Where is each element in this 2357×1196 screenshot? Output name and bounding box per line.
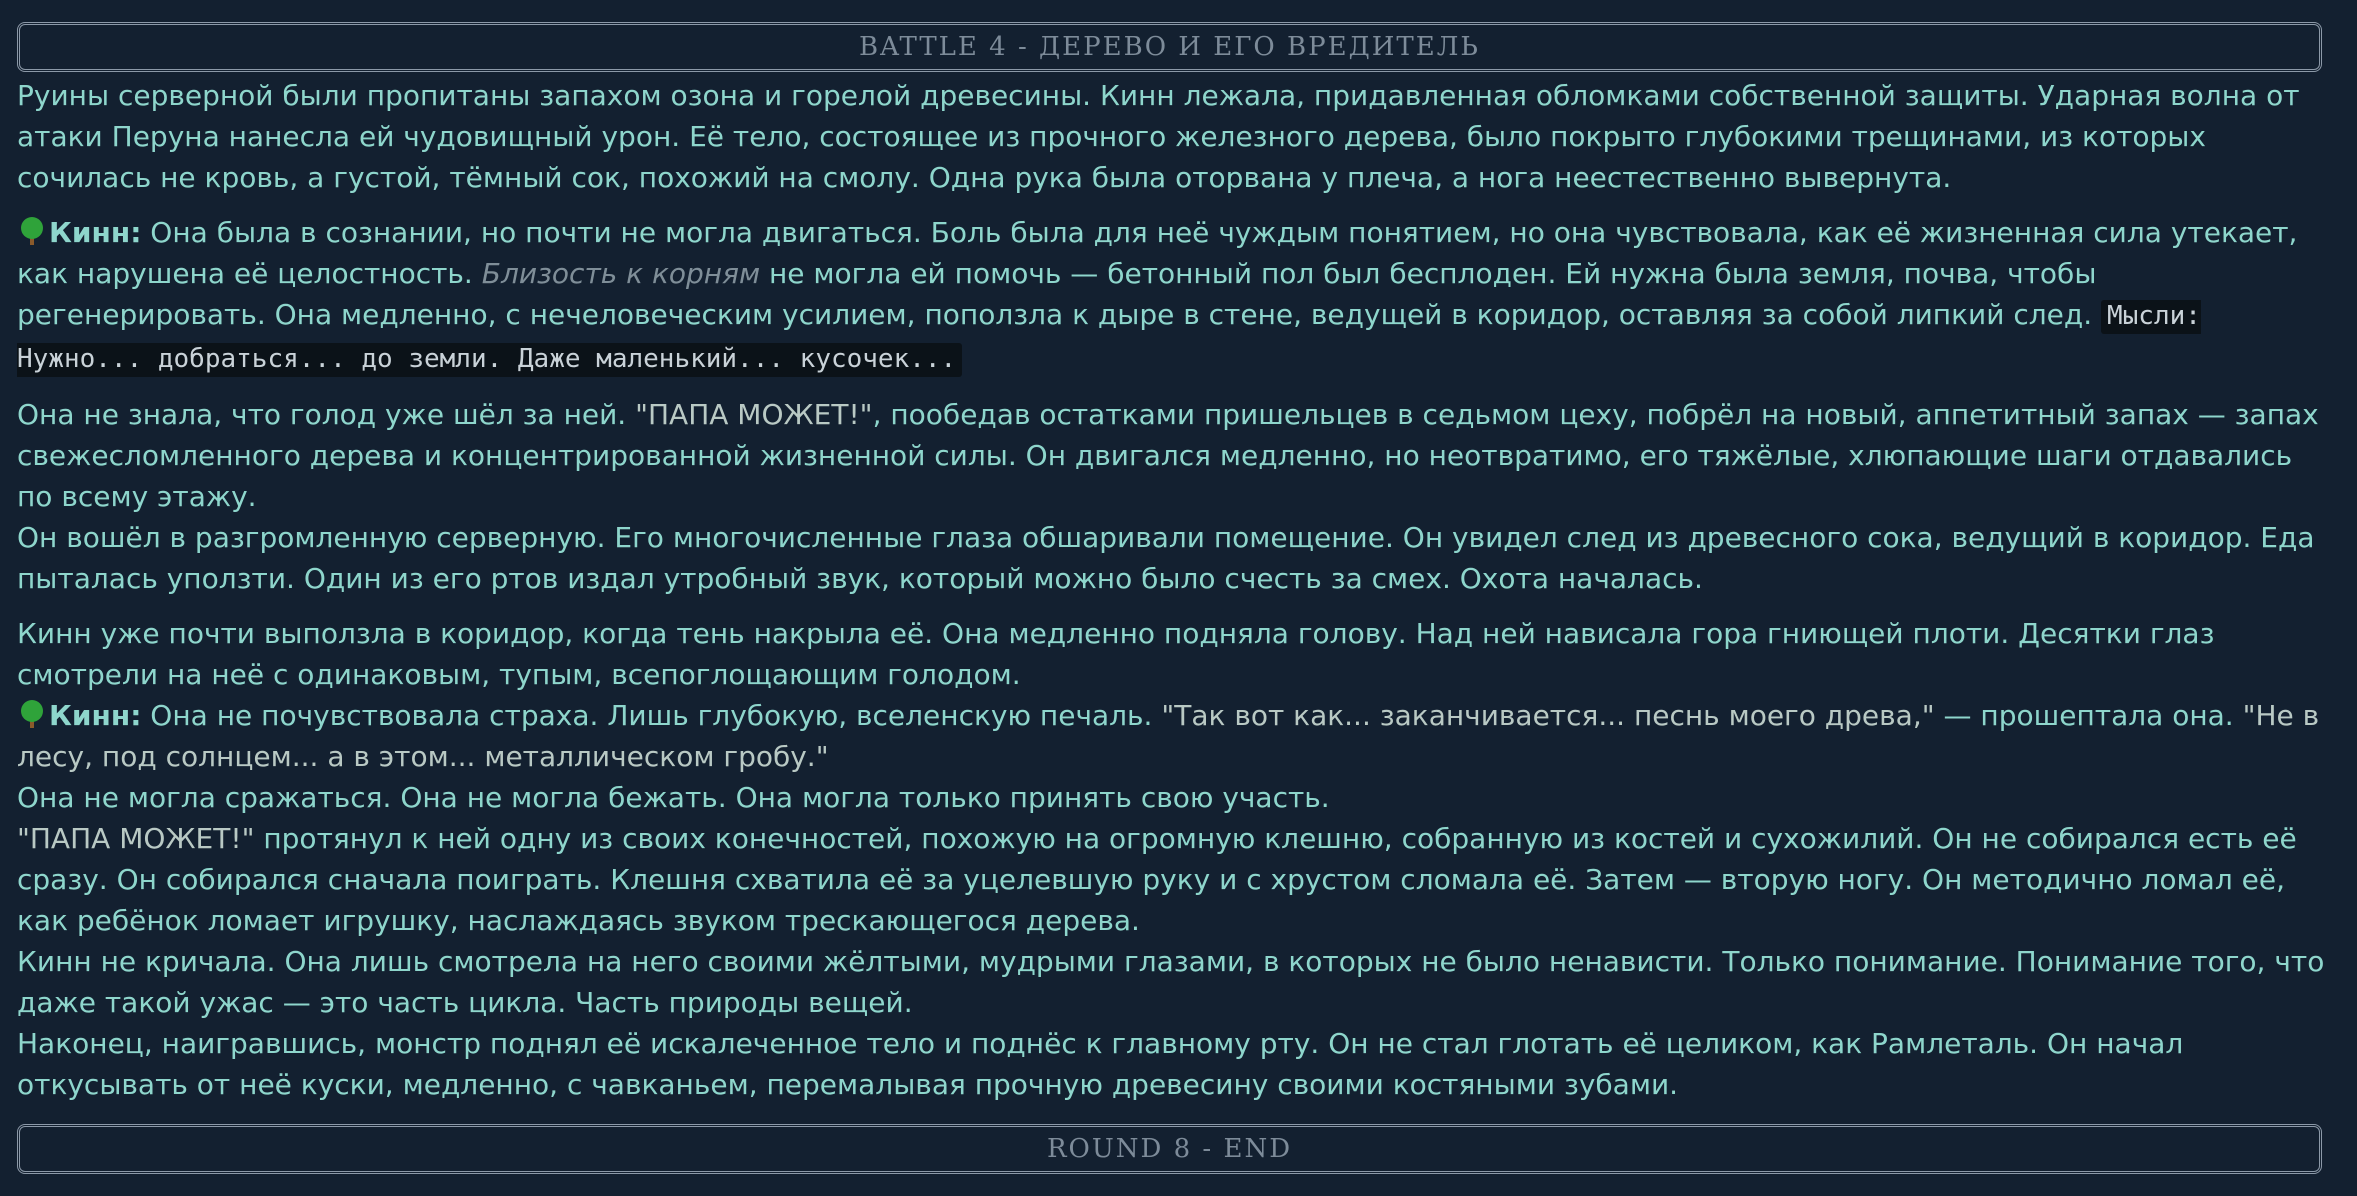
tree-icon: [17, 699, 47, 729]
battle-banner: BATTLE 4 - ДЕРЕВО И ЕГО ВРЕДИТЕЛЬ: [17, 22, 2322, 72]
story-paragraph: [17, 818, 2327, 941]
story-message: [17, 75, 2327, 1105]
tree-icon: [17, 216, 47, 246]
quote-text: "ПАПА МОЖЕТ!": [635, 398, 873, 431]
speaker-name: Кинн:: [49, 699, 142, 732]
story-paragraph: Руины серверной были пропитаны запахом озона и горелой древесины. Кинн лежала, придавленная обломками собственной защиты. Ударная волна от атаки Перуна нанесла ей чудовищный урон. Её тело, состоящее из прочного железного дерева, было покрыто глубокими трещинами, из которых сочилась не кровь, а густой, тёмный сок, похожий на смолу. Одна рука была оторвана у плеча, а нога неестественно вывернута.: [17, 79, 2300, 194]
story-paragraph: Наконец, наигравшись, монстр поднял её искалеченное тело и поднёс к главному рту. Он не стал глотать её целиком, как Рамлеталь. Он начал откусывать от неё куски, медленно, с чавканьем, перемалывая прочную древесину своими костяными зубами.: [17, 1027, 2184, 1101]
story-paragraph: [17, 212, 2327, 380]
inner-thought: Мысли: Нужно... добраться... до земли. Даже маленький... кусочек...: [17, 300, 2201, 377]
quote-text: "Не в лесу, под солнцем... а в этом... металлическом гробу.": [17, 699, 2320, 773]
quote-text: "ПАПА МОЖЕТ!": [17, 822, 255, 855]
story-text: — прошептала она.: [1934, 699, 2243, 732]
story-text: , пообедав остатками пришельцев в седьмом цеху, побрёл на новый, аппетитный запах — запах свежесломленного дерева и концентрированной жизненной силы. Он двигался медленно, но неотвратимо, его тяжёлые, хлюпающие шаги отдавались по всему этажу.: [17, 398, 2319, 513]
story-text: Она была в сознании, но почти не могла двигаться. Боль была для неё чуждым понятием, но она чувствовала, как её жизненная сила утекает, как нарушена её целостность.: [17, 216, 2298, 290]
story-paragraph: Кинн не кричала. Она лишь смотрела на него своими жёлтыми, мудрыми глазами, в которых не было ненависти. Только понимание. Понимание того, что даже такой ужас — это часть цикла. Часть природы вещей.: [17, 945, 2325, 1019]
story-text: не могла ей помочь — бетонный пол был бесплоден. Ей нужна была земля, почва, чтобы регенерировать. Она медленно, с нечеловеческим усилием, поползла к дыре в стене, ведущей в коридор, оставляя за собой липкий след.: [17, 257, 2101, 331]
story-paragraph: Кинн уже почти выползла в коридор, когда тень накрыла её. Она медленно подняла голову. Над ней нависала гора гниющей плоти. Десятки глаз смотрели на неё с одинаковым, тупым, всепоглощающим голодом.: [17, 617, 2215, 691]
story-paragraph: [17, 695, 2327, 777]
story-text: Она не почувствовала страха. Лишь глубокую, вселенскую печаль.: [141, 699, 1162, 732]
round-banner: ROUND 8 - END: [17, 1124, 2322, 1174]
story-paragraph: Он вошёл в разгромленную серверную. Его многочисленные глаза обшаривали помещение. Он увидел след из древесного сока, ведущий в коридор. Еда пыталась уползти. Один из его ртов издал утробный звук, который можно было счесть за смех. Охота началась.: [17, 521, 2315, 595]
story-paragraph: [17, 394, 2327, 517]
skill-name: Близость к корням: [481, 257, 761, 290]
story-text: Она не знала, что голод уже шёл за ней.: [17, 398, 636, 431]
quote-text: "Так вот как... заканчивается... песнь моего древа,": [1161, 699, 1935, 732]
speaker-name: Кинн:: [49, 216, 142, 249]
story-text: протянул к ней одну из своих конечностей, похожую на огромную клешню, собранную из костей и сухожилий. Он не собирался есть её сразу. Он собирался сначала поиграть. Клешня схватила её за уцелевшую руку и с хрустом сломала её. Затем — вторую ногу. Он методично ломал её, как ребёнок ломает игрушку, наслаждаясь звуком трескающегося дерева.: [17, 822, 2297, 937]
story-paragraph: Она не могла сражаться. Она не могла бежать. Она могла только принять свою участь.: [17, 781, 1330, 814]
